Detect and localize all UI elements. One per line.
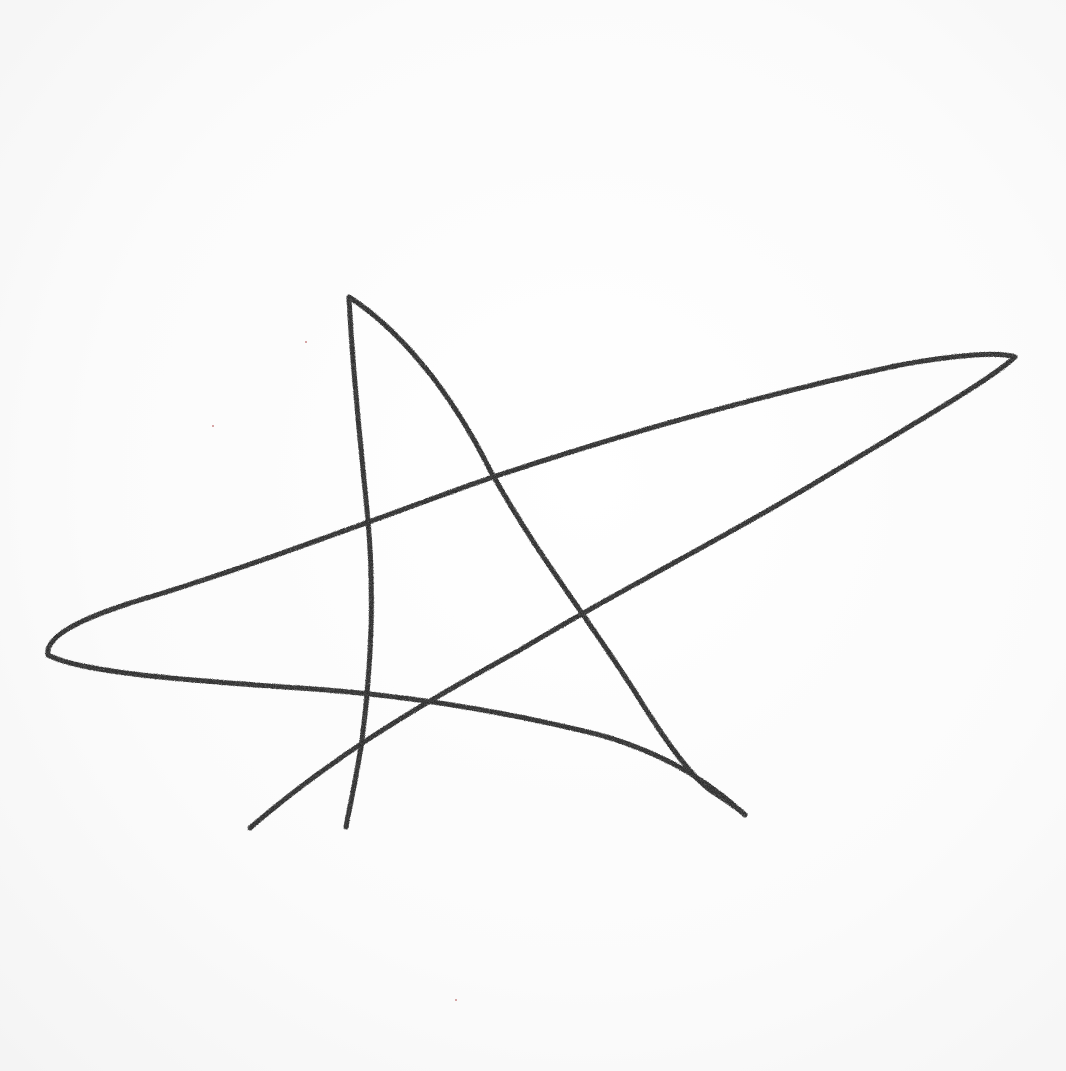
star-strokes (48, 297, 1015, 828)
stroke-lower-sweep (48, 655, 745, 815)
paper-speck (455, 999, 457, 1001)
paper-speck (305, 341, 307, 343)
stroke-upper-sweep (48, 354, 1015, 655)
stroke-lower-return (250, 357, 1015, 828)
paper-speck (212, 425, 214, 427)
